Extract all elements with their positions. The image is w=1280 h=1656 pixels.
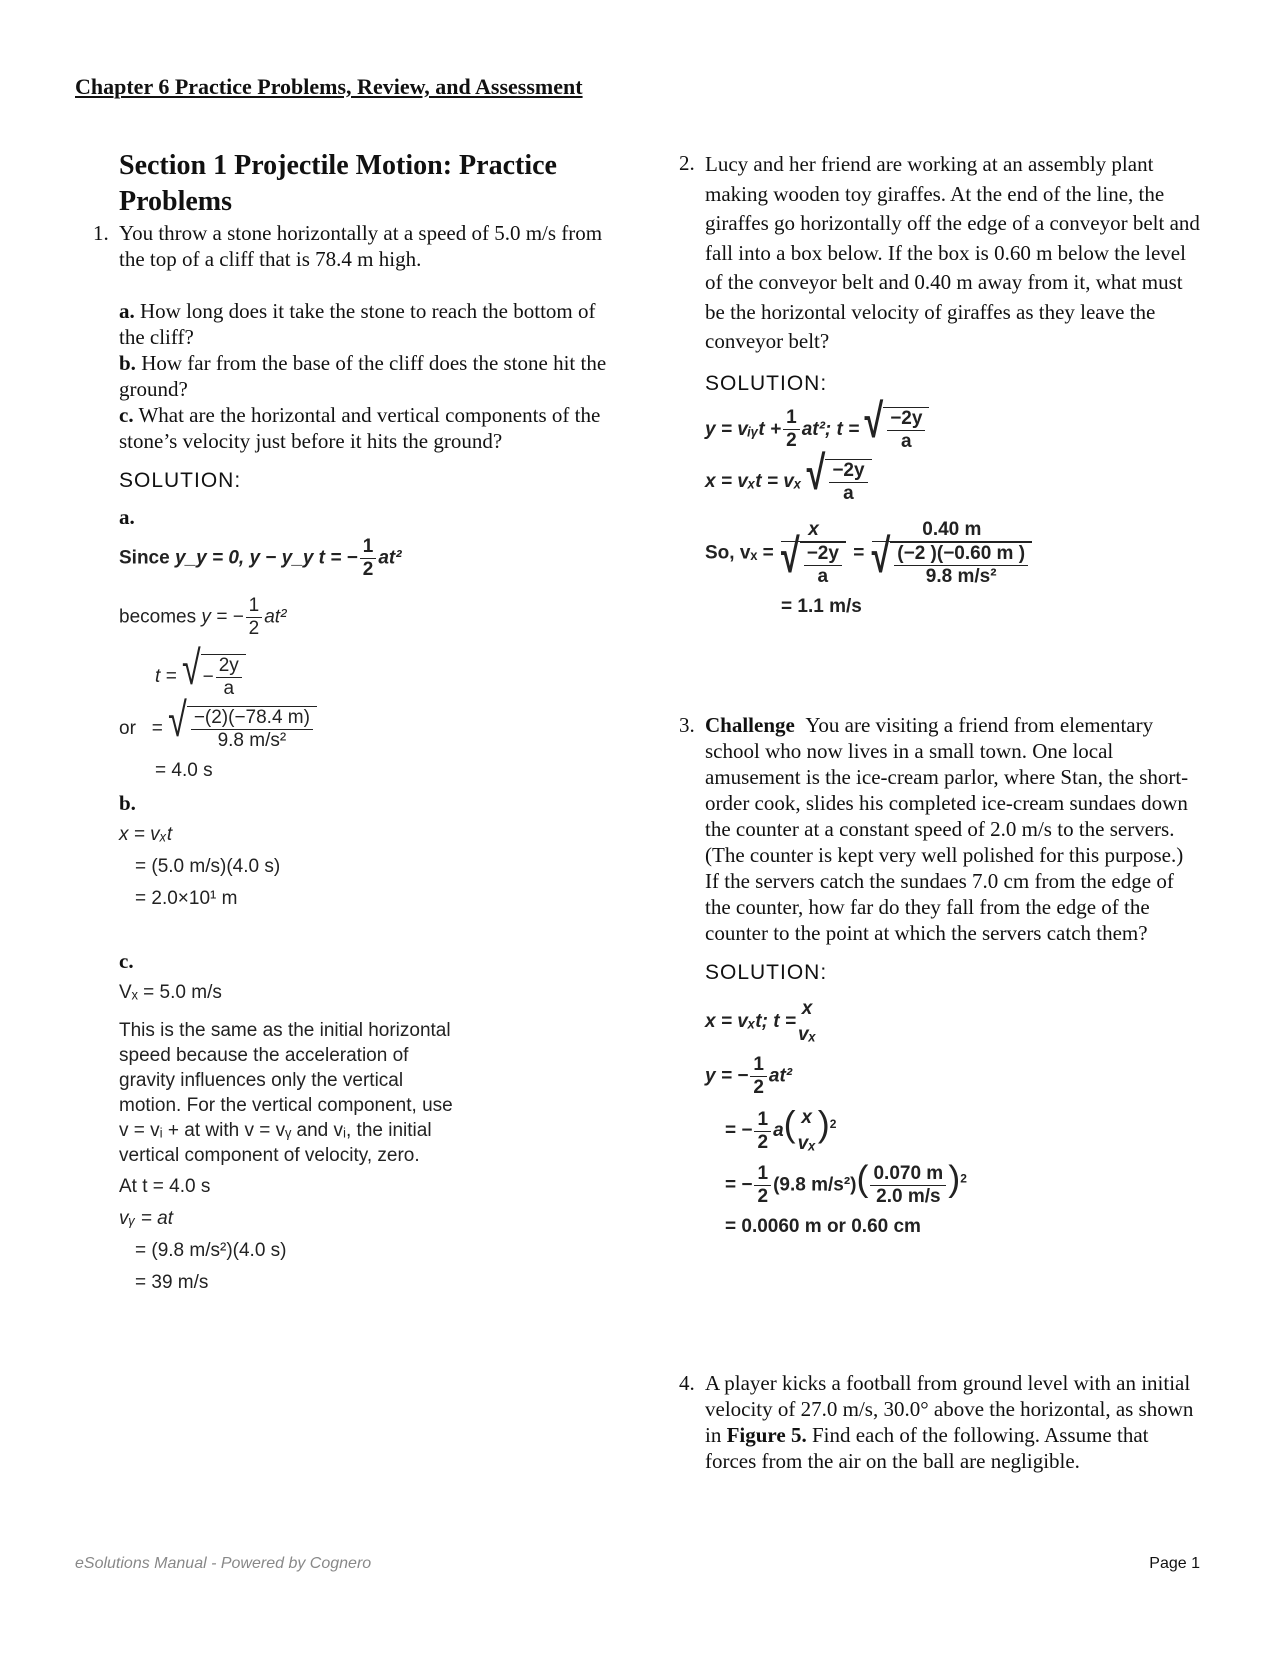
math-text: 2 — [757, 1131, 769, 1153]
math-text: y = vᵢᵧt + — [705, 418, 782, 440]
math-text: 2 — [753, 1077, 764, 1098]
math-text: 1 — [750, 1054, 767, 1077]
math-text: at²; t = — [801, 418, 860, 440]
part-label: c. — [119, 403, 134, 427]
problem-number: 4. — [679, 1371, 695, 1395]
math-result: = 4.0 s — [155, 760, 213, 781]
solution-b — [119, 822, 609, 912]
math-text: = (9.8 m/s²)(4.0 s) — [135, 1240, 287, 1261]
math-result: = 0.0060 m or 0.60 cm — [725, 1216, 921, 1237]
math-result: = 1.1 m/s — [781, 595, 862, 617]
problem-text: You throw a stone horizontally at a speed of 5.0 m/s from the top of a cliff that is 78.4 m high. — [119, 221, 603, 271]
math-text: 9.8 m/s² — [925, 565, 997, 587]
math-text: −(2)(−78.4 m) — [191, 707, 313, 730]
math-text: a — [901, 430, 912, 452]
part-label: b. — [119, 351, 136, 375]
solution-label: SOLUTION: — [705, 371, 828, 395]
math-text: 9.8 m/s² — [217, 730, 287, 751]
math-text: a — [817, 565, 829, 587]
math-text: x = vₓt — [119, 824, 173, 845]
solution-2 — [705, 394, 1205, 620]
math-text: −2y — [829, 460, 867, 483]
math-text: x — [801, 998, 813, 1019]
math-text: At t = 4.0 s — [119, 1176, 211, 1197]
solution-label: SOLUTION: — [705, 961, 828, 984]
math-text: y = − — [201, 606, 244, 628]
math-text: = — [853, 542, 865, 564]
math-text: = — [151, 718, 163, 740]
math-text: 1 — [754, 1109, 771, 1132]
problem-number: 2. — [679, 151, 695, 175]
problem-number: 3. — [679, 713, 695, 737]
math-text: x — [808, 518, 819, 540]
math-text: = − — [725, 1120, 753, 1142]
solution-part-label: b. — [119, 791, 136, 815]
math-text: t = — [155, 666, 177, 688]
math-text: at² — [378, 547, 402, 569]
math-text: 1 — [246, 595, 263, 618]
math-text: a — [223, 678, 235, 699]
math-text: 2 — [248, 618, 260, 639]
math-text: Vₓ = 5.0 m/s — [119, 982, 222, 1003]
part-label: a. — [119, 299, 135, 323]
math-text: 2 — [757, 1186, 769, 1207]
math-text: 1 — [360, 536, 377, 559]
challenge-label: Challenge — [705, 713, 795, 737]
page-number: Page 1 — [1149, 1555, 1200, 1572]
solution-part-label: c. — [119, 949, 134, 973]
math-text: a — [773, 1120, 784, 1142]
math-text: y_y = 0, y − y_y t = − — [174, 547, 358, 569]
problem-2 — [679, 150, 1205, 626]
sqrt-icon: √ — [781, 529, 800, 583]
sqrt-icon: √ — [168, 694, 187, 748]
solution-part-label: a. — [119, 505, 135, 529]
math-text: 1 — [754, 1163, 771, 1186]
figure-reference: Figure 5. — [726, 1423, 807, 1447]
math-text: (−2 )(−0.60 m ) — [894, 543, 1028, 566]
math-text: 1 — [783, 407, 800, 430]
math-text: 2 — [960, 1171, 967, 1186]
part-text: How far from the base of the cliff does the stone hit the ground? — [119, 351, 607, 401]
math-text: x — [801, 1107, 812, 1128]
math-result: = 2.0×10¹ m — [135, 888, 238, 909]
problem-1 — [93, 220, 609, 1302]
math-text: at² — [768, 1065, 793, 1087]
sqrt-icon: √ — [871, 529, 891, 583]
solution-label: SOLUTION: — [119, 469, 242, 492]
math-result: = 39 m/s — [135, 1272, 209, 1293]
problem-number: 1. — [93, 221, 109, 245]
problem-text: A player kicks a football from ground level with an initial velocity of 27.0 m/s, 30.0° above the horizontal, as shown in — [705, 1371, 1194, 1447]
sqrt-icon: √ — [181, 642, 201, 696]
solution-c — [119, 980, 609, 1296]
part-text: How long does it take the stone to reach the bottom of the cliff? — [119, 299, 596, 349]
math-text: 0.40 m — [872, 519, 1032, 542]
math-text: = (5.0 m/s)(4.0 s) — [135, 856, 281, 877]
math-text: 2 — [786, 430, 797, 451]
problem-text: Find each of the following. Assume that forces from the air on the ball are negligible. — [705, 1423, 1149, 1473]
math-text: or — [119, 718, 136, 740]
math-text: vₓ — [797, 1133, 816, 1154]
solution-3: x = vₓt; t = x vₓ y = − $\frac{1}{2}$ at² = − $\frac{1}{2}$ a( x vₓ )$^2$ = − $\frac{1}{2}$ (9.8 m/s²)( $\frac{0.070 m}{2.0 m/s}$ )$^2$ = 0.0060 m or 0.60 cm — [705, 996, 1200, 1240]
chapter-header: Chapter 6 Practice Problems, Review, and Assessment — [75, 74, 583, 99]
math-text: a — [843, 482, 854, 504]
math-text: 2 — [362, 559, 374, 580]
part-text: What are the horizontal and vertical components of the stone’s velocity just before it hits the ground? — [119, 403, 601, 453]
problem-text: You are visiting a friend from elementary school who now lives in a small town. One local amusement is the ice-cream parlor, where Stan, the short-order cook, slides his completed ice-cream sundaes down the counter at a constant speed of 2.0 m/s to the servers. (The counter is kept very well polished for this purpose.) If the servers catch the sundaes 7.0 cm from the edge of the counter, how far do they fall from the edge of the counter to the point at which the servers catch them? — [705, 713, 1189, 945]
math-text: 2y — [216, 655, 242, 678]
math-text: = − — [725, 1174, 753, 1196]
math-text: −2y — [804, 543, 842, 566]
math-text: becomes — [119, 606, 197, 628]
math-text: x = vₓt; t = — [705, 1011, 796, 1033]
math-text: So, vₓ = — [705, 542, 774, 564]
problem-text: Lucy and her friend are working at an assembly plant making wooden toy giraffes. At the end of the line, the giraffes go horizontally off the edge of a conveyor belt and fall into a box below. If the box is 0.60 m below the level of the conveyor belt and 0.40 m away from it, what must be the horizontal velocity of giraffes as they leave the conveyor belt? — [705, 152, 1200, 353]
math-text: x = vₓt = vₓ — [705, 470, 802, 492]
solution-paragraph: This is the same as the initial horizontal speed because the acceleration of gravity influences only the vertical motion. For the vertical component, use v = vᵢ + at with v = vᵧ and vᵢ, the initial vertical component of velocity, zero. — [119, 1020, 453, 1166]
section-title: Section 1 Projectile Motion: Practice Problems — [119, 150, 557, 217]
solution-a — [119, 536, 609, 784]
sqrt-icon: √ — [864, 394, 884, 448]
math-text: at² — [264, 606, 287, 628]
math-text: 0.070 m — [870, 1163, 946, 1186]
math-text: Since — [119, 547, 170, 569]
math-text: − — [202, 666, 214, 688]
math-text: 2 — [829, 1117, 837, 1132]
problem-4 — [679, 1370, 1200, 1474]
footer-credit: eSolutions Manual - Powered by Cognero — [75, 1555, 372, 1572]
math-text: −2y — [887, 408, 925, 431]
math-text: (9.8 m/s²) — [773, 1174, 857, 1196]
sqrt-icon: √ — [806, 446, 826, 500]
problem-3 — [679, 712, 1200, 1246]
math-text: vₓ — [797, 1024, 817, 1045]
math-text: vᵧ = at — [119, 1208, 173, 1229]
math-text: 2.0 m/s — [876, 1186, 941, 1207]
math-text: y = − — [705, 1065, 749, 1087]
